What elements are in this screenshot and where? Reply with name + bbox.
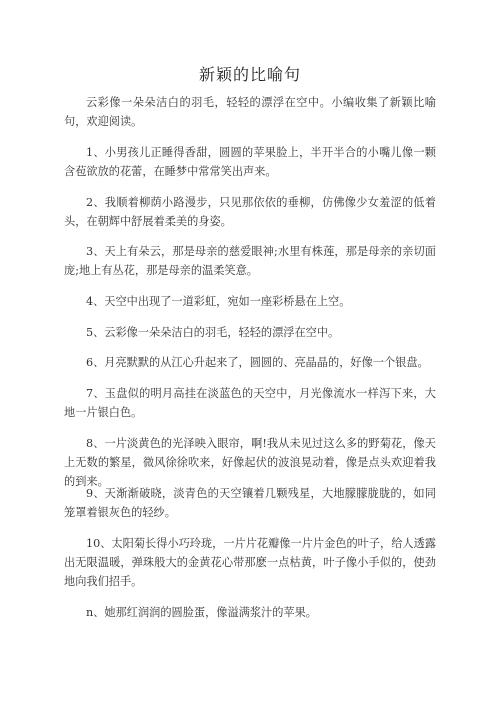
list-item: 6、月亮默默的从江心升起来了，圆圆的、亮晶晶的，好像一个银盘。 <box>86 356 429 369</box>
list-item: n、她那红润润的圆脸蛋，像溢满浆汁的苹果。 <box>86 606 317 619</box>
list-item: 7、玉盘似的明月高挂在淡蓝色的天空中，月光像流水一样泻下来，大地一片银白色。 <box>64 387 436 419</box>
list-item: 8、一片淡黄色的光泽映入眼帘，啊!我从未见过这么多的野菊花，像天上无数的繁星，微风徐徐吹来，好像起伏的波浪晃动着，像是点头欢迎着我的到来。 <box>64 437 436 488</box>
list-item: 10、太阳菊长得小巧玲珑，一片片花瓣像一片片金色的叶子，给人透露出无限温暖，弹珠般大的金黄花心带那麽一点枯黄，叶子像小手似的，使劲地向我们招手。 <box>64 537 436 588</box>
list-item: 9、天渐渐破晓，淡青色的天空镶着几颗残星，大地朦朦胧胧的，如同笼罩着银灰色的轻纱。 <box>64 487 436 519</box>
list-item: 2、我顺着柳荫小路漫步，只见那依依的垂柳，仿佛像少女羞涩的低着头，在朝辉中舒展着柔美的身姿。 <box>64 196 436 228</box>
list-item: 3、天上有朵云，那是母亲的慈爱眼神;水里有株莲，那是母亲的亲切面庞;地上有丛花，那是母亲的温柔笑意。 <box>64 245 436 277</box>
intro-paragraph: 云彩像一朵朵洁白的羽毛，轻轻的漂浮在空中。小编收集了新颖比喻句，欢迎阅读。 <box>64 96 436 128</box>
list-item: 4、天空中出现了一道彩虹，宛如一座彩桥悬在上空。 <box>86 295 351 308</box>
list-item: 1、小男孩儿正睡得香甜，圆圆的苹果脸上，半开半合的小嘴儿像一颗含苞欲放的花蕾，在睡梦中常常笑出声来。 <box>64 146 436 178</box>
page-title: 新颖的比喻句 <box>198 65 301 84</box>
list-item: 5、云彩像一朵朵洁白的羽毛，轻轻的漂浮在空中。 <box>86 326 340 339</box>
